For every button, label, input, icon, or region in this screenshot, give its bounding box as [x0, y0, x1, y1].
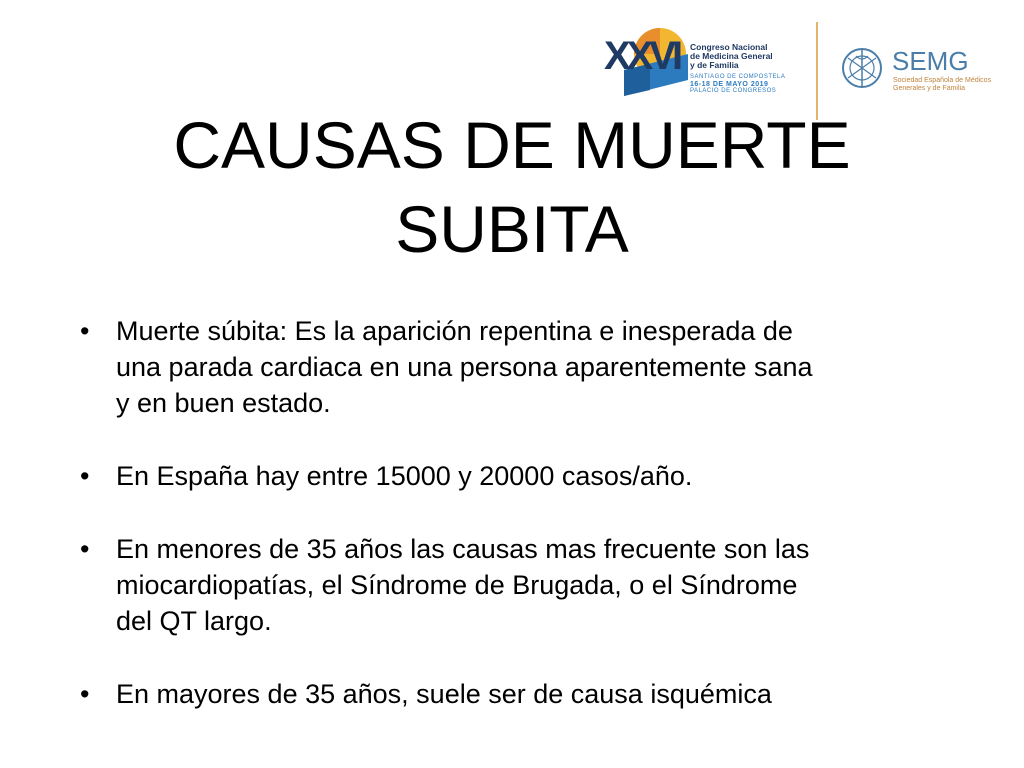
semg-logo [840, 46, 992, 96]
semg-subtitle-line: Sociedad Española de Médicos [893, 77, 992, 84]
bullet-item [72, 676, 972, 712]
bullet-text-line: Muerte súbita: Es la aparición repentina e inesperada de [116, 316, 793, 346]
bullet-item [72, 313, 972, 421]
congress-title-line: y de Familia [690, 60, 739, 70]
semg-emblem-icon [840, 46, 884, 90]
bullet-marker: • [80, 679, 90, 709]
bullet-list [72, 313, 972, 712]
congress-title [690, 43, 800, 70]
congress-place: SANTIAGO DE COMPOSTELA [690, 74, 786, 80]
slide-title-line: CAUSAS DE MUERTE [173, 108, 851, 182]
congress-dates: 16-18 DE MAYO 2019 [690, 81, 769, 88]
bullet-text-line: En mayores de 35 años, suele ser de causa isquémica [116, 679, 772, 709]
congress-venue: PALACIO DE CONGRESOS [690, 88, 777, 94]
bullet-text-line: una parada cardiaca en una persona aparentemente sana [116, 352, 813, 382]
bullet-text-line: del QT largo. [116, 606, 272, 636]
congress-logo [600, 22, 795, 102]
semg-subtitle [893, 77, 992, 93]
slide-title-line: SUBITA [395, 192, 629, 266]
bullet-text-line: y en buen estado. [116, 388, 331, 418]
congress-title-line: de Medicina General [690, 51, 773, 61]
bullet-item [72, 531, 972, 639]
semg-name: SEMG [892, 46, 969, 76]
congress-details [690, 74, 800, 95]
slide-title [0, 103, 1024, 271]
bullet-text-line: miocardiopatías, el Síndrome de Brugada, o el Síndrome [116, 570, 798, 600]
congress-numeral: XXVI [604, 34, 680, 78]
bullet-marker: • [80, 534, 90, 564]
bullet-marker: • [80, 461, 90, 491]
congress-title-line: Congreso Nacional [690, 42, 768, 52]
bullet-item [72, 458, 972, 494]
bullet-text-line: En España hay entre 15000 y 20000 casos/año. [116, 461, 693, 491]
semg-subtitle-line: Generales y de Familia [893, 85, 965, 92]
bullet-text-line: En menores de 35 años las causas mas frecuente son las [116, 534, 810, 564]
bullet-marker: • [80, 316, 90, 346]
